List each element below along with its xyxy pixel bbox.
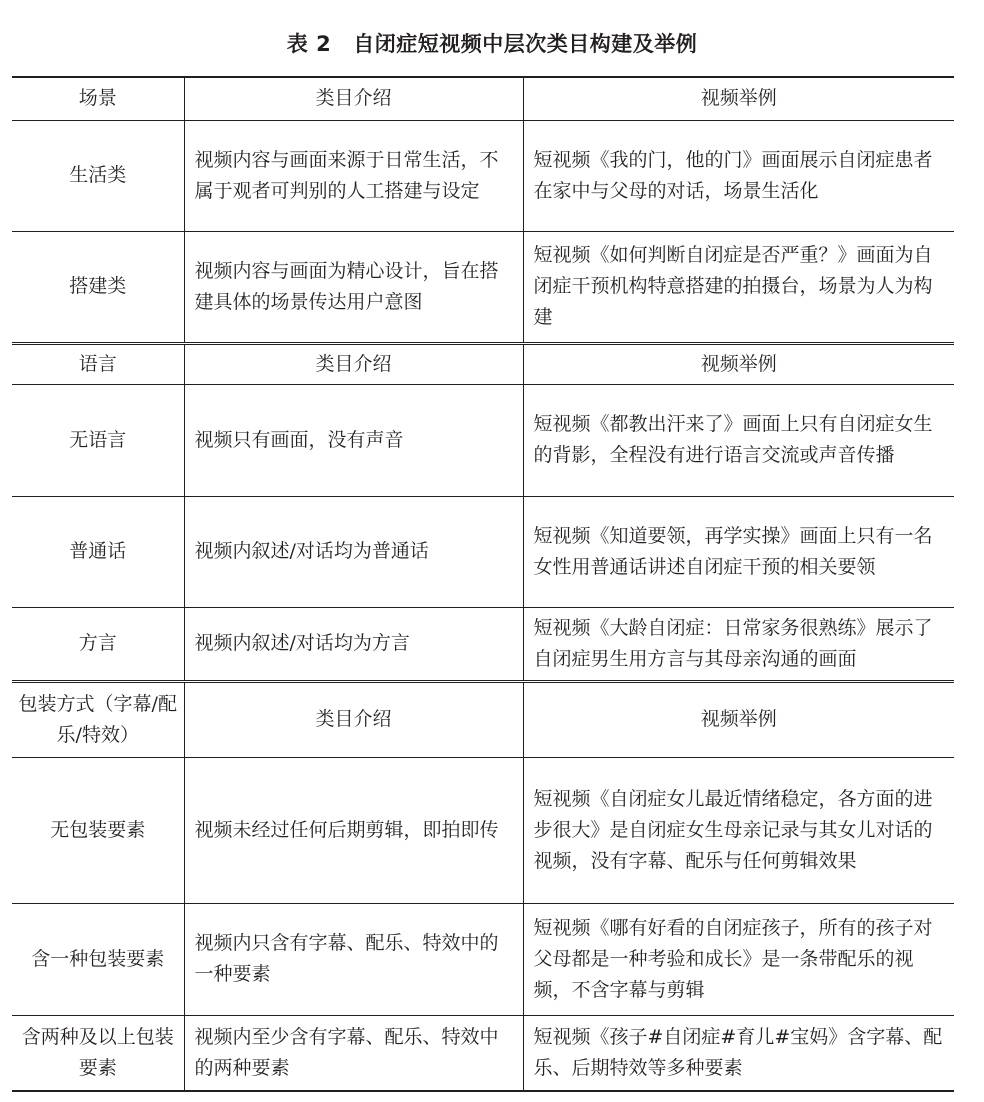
table-row <box>12 384 954 496</box>
header-cell-intro: 类目介绍 <box>184 343 523 384</box>
table-row <box>12 120 954 231</box>
header-cell-intro: 类目介绍 <box>184 77 523 120</box>
category-example: 短视频《知道要领，再学实操》画面上只有一名女性用普通话讲述自闭症干预的相关要领 <box>523 496 954 607</box>
category-name: 方言 <box>12 607 184 681</box>
category-intro: 视频内叙述/对话均为普通话 <box>184 496 523 607</box>
section-header-scene <box>12 77 954 120</box>
category-name: 生活类 <box>12 120 184 231</box>
header-cell-dimension: 语言 <box>12 343 184 384</box>
table-row <box>12 757 954 903</box>
category-name: 普通话 <box>12 496 184 607</box>
table-row <box>12 496 954 607</box>
category-example: 短视频《大龄自闭症：日常家务很熟练》展示了自闭症男生用方言与其母亲沟通的画面 <box>523 607 954 681</box>
header-cell-example: 视频举例 <box>523 77 954 120</box>
table-row <box>12 607 954 681</box>
category-example: 短视频《自闭症女儿最近情绪稳定，各方面的进步很大》是自闭症女生母亲记录与其女儿对话的视频，没有字幕、配乐与任何剪辑效果 <box>523 757 954 903</box>
table-row <box>12 903 954 1015</box>
table-row <box>12 1015 954 1091</box>
header-cell-example: 视频举例 <box>523 343 954 384</box>
header-cell-example: 视频举例 <box>523 681 954 757</box>
category-name: 含一种包装要素 <box>12 903 184 1015</box>
section-header-packaging <box>12 681 954 757</box>
header-cell-dimension: 场景 <box>12 77 184 120</box>
category-example: 短视频《如何判断自闭症是否严重？》画面为自闭症干预机构特意搭建的拍摄台，场景为人为构建 <box>523 231 954 343</box>
category-intro: 视频内叙述/对话均为方言 <box>184 607 523 681</box>
section-header-language <box>12 343 954 384</box>
category-name: 无语言 <box>12 384 184 496</box>
category-example: 短视频《孩子#自闭症#育儿#宝妈》含字幕、配乐、后期特效等多种要素 <box>523 1015 954 1091</box>
category-name: 搭建类 <box>12 231 184 343</box>
category-intro: 视频未经过任何后期剪辑，即拍即传 <box>184 757 523 903</box>
category-intro: 视频内至少含有字幕、配乐、特效中的两种要素 <box>184 1015 523 1091</box>
category-example: 短视频《哪有好看的自闭症孩子，所有的孩子对父母都是一种考验和成长》是一条带配乐的视频，不含字幕与剪辑 <box>523 903 954 1015</box>
category-example: 短视频《我的门，他的门》画面展示自闭症患者在家中与父母的对话，场景生活化 <box>523 120 954 231</box>
category-intro: 视频只有画面，没有声音 <box>184 384 523 496</box>
table-number: 表 2 <box>286 32 332 56</box>
category-intro: 视频内容与画面为精心设计，旨在搭建具体的场景传达用户意图 <box>184 231 523 343</box>
table-row <box>12 231 954 343</box>
category-example: 短视频《都教出汗来了》画面上只有自闭症女生的背影，全程没有进行语言交流或声音传播 <box>523 384 954 496</box>
table-title: 自闭症短视频中层次类目构建及举例 <box>353 32 698 56</box>
header-cell-dimension: 包装方式（字幕/配乐/特效） <box>12 681 184 757</box>
category-table <box>12 76 954 1092</box>
category-name: 无包装要素 <box>12 757 184 903</box>
header-cell-intro: 类目介绍 <box>184 681 523 757</box>
category-intro: 视频内只含有字幕、配乐、特效中的一种要素 <box>184 903 523 1015</box>
category-name: 含两种及以上包装要素 <box>12 1015 184 1091</box>
category-intro: 视频内容与画面来源于日常生活，不属于观者可判别的人工搭建与设定 <box>184 120 523 231</box>
table-caption <box>0 28 984 58</box>
